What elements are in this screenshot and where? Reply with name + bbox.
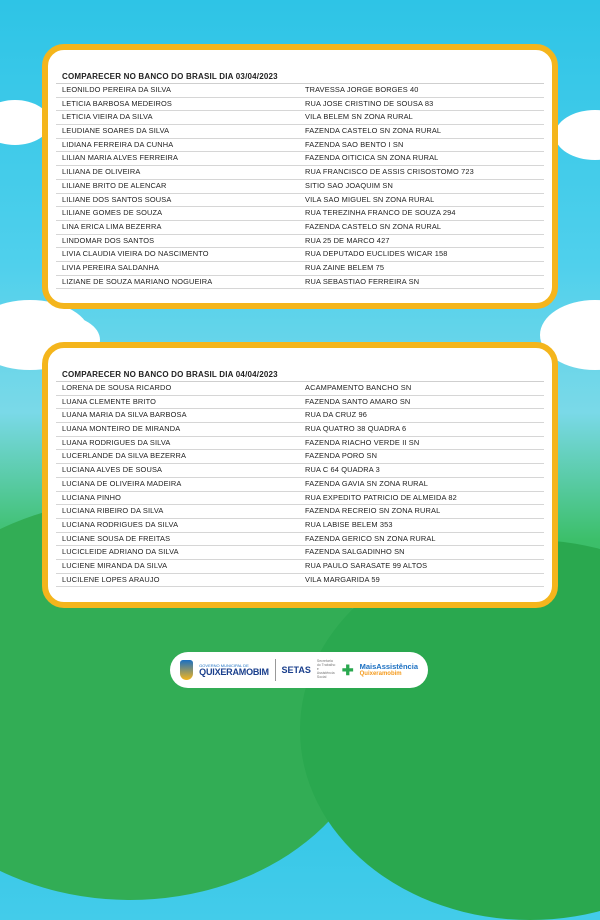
person-name: LUCICLEIDE ADRIANO DA SILVA	[62, 547, 179, 557]
person-name: LUANA CLEMENTE BRITO	[62, 396, 157, 406]
person-name: LETICIA VIEIRA DA SILVA	[62, 112, 153, 122]
list-row	[56, 560, 544, 574]
list-rows	[56, 382, 544, 587]
setas-subtitle: Secretaria do Trabalho e Assistência Social	[316, 659, 336, 679]
person-name: LINDOMAR DOS SANTOS	[62, 235, 155, 245]
person-address: RUA TEREZINHA FRANCO DE SOUZA 294	[305, 208, 456, 218]
list-row	[56, 166, 544, 180]
person-address: VILA BELEM SN ZONA RURAL	[305, 112, 413, 122]
person-name: LIVIA PEREIRA SALDANHA	[62, 262, 159, 272]
person-name: LILIANE DOS SANTOS SOUSA	[62, 194, 172, 204]
footer-logo-bar	[170, 652, 428, 688]
list-row	[56, 125, 544, 139]
person-name: LILIANE GOMES DE SOUZA	[62, 208, 163, 218]
person-address: RUA ZAINE BELEM 75	[305, 262, 385, 272]
person-address: FAZENDA SANTO AMARO SN	[305, 396, 411, 406]
person-name: LUANA MARIA DA SILVA BARBOSA	[62, 410, 187, 420]
person-address: TRAVESSA JORGE BORGES 40	[305, 85, 419, 94]
person-name: LETICIA BARBOSA MEDEIROS	[62, 98, 172, 108]
list-row	[56, 574, 544, 588]
person-name: LIVIA CLAUDIA VIEIRA DO NASCIMENTO	[62, 249, 209, 259]
person-name: LEONILDO PEREIRA DA SILVA	[62, 85, 172, 94]
person-address: FAZENDA GERICO SN ZONA RURAL	[305, 533, 436, 543]
person-name: LUCERLANDE DA SILVA BEZERRA	[62, 451, 187, 461]
divider	[275, 659, 276, 681]
city-logo-name: QUIXERAMOBIM	[199, 666, 269, 677]
person-name: LUCIANA DE OLIVEIRA MADEIRA	[62, 478, 182, 488]
list-row	[56, 492, 544, 506]
mais-assistencia-title: MaisAssistência	[359, 662, 418, 672]
person-address: FAZENDA SALGADINHO SN	[305, 547, 405, 557]
list-row	[56, 533, 544, 547]
person-address: FAZENDA CASTELO SN ZONA RURAL	[305, 126, 442, 136]
person-address: RUA DEPUTADO EUCLIDES WICAR 158	[305, 249, 448, 259]
person-name: LUCIANA RIBEIRO DA SILVA	[62, 506, 164, 516]
person-address: RUA PAULO SARASATE 99 ALTOS	[305, 560, 428, 570]
list-row	[56, 276, 544, 290]
person-address: RUA DA CRUZ 96	[305, 410, 368, 420]
person-name: LORENA DE SOUSA RICARDO	[62, 383, 172, 392]
person-name: LUANA MONTEIRO DE MIRANDA	[62, 424, 181, 434]
list-row	[56, 437, 544, 451]
list-row	[56, 180, 544, 194]
list-row	[56, 111, 544, 125]
list-row	[56, 450, 544, 464]
person-address: FAZENDA RECREIO SN ZONA RURAL	[305, 506, 441, 516]
city-crest-icon	[180, 660, 193, 680]
list-card-day2	[42, 342, 558, 608]
list-row	[56, 505, 544, 519]
setas-logo: SETAS	[281, 665, 311, 675]
person-address: ACAMPAMENTO BANCHO SN	[305, 383, 412, 392]
person-address: RUA 25 DE MARCO 427	[305, 235, 390, 245]
person-name: LUCIANA RODRIGUES DA SILVA	[62, 519, 179, 529]
person-address: RUA FRANCISCO DE ASSIS CRISOSTOMO 723	[305, 167, 474, 177]
list-row	[56, 235, 544, 249]
list-title: COMPARECER NO BANCO DO BRASIL DIA 03/04/2023	[56, 70, 544, 84]
person-name: LUCIANA PINHO	[62, 492, 122, 502]
plus-icon: ✚	[341, 662, 354, 678]
list-row	[56, 98, 544, 112]
person-name: LINA ERICA LIMA BEZERRA	[62, 221, 162, 231]
person-name: LILIAN MARIA ALVES FERREIRA	[62, 153, 179, 163]
list-row	[56, 248, 544, 262]
person-address: RUA JOSE CRISTINO DE SOUSA 83	[305, 98, 434, 108]
person-name: LUCILENE LOPES ARAUJO	[62, 574, 160, 584]
list-row	[56, 139, 544, 153]
list-row	[56, 423, 544, 437]
person-name: LILIANE BRITO DE ALENCAR	[62, 180, 167, 190]
person-address: FAZENDA RIACHO VERDE II SN	[305, 437, 420, 447]
mais-assistencia-logo	[360, 663, 418, 677]
person-address: FAZENDA CASTELO SN ZONA RURAL	[305, 221, 442, 231]
person-name: LIDIANA FERREIRA DA CUNHA	[62, 139, 174, 149]
list-row	[56, 464, 544, 478]
list-row	[56, 207, 544, 221]
list-rows	[56, 84, 544, 289]
person-address: RUA EXPEDITO PATRICIO DE ALMEIDA 82	[305, 492, 457, 502]
list-title: COMPARECER NO BANCO DO BRASIL DIA 04/04/2023	[56, 368, 544, 382]
person-address: RUA QUATRO 38 QUADRA 6	[305, 424, 407, 434]
list-row	[56, 194, 544, 208]
person-address: RUA C 64 QUADRA 3	[305, 465, 380, 475]
person-address: FAZENDA SAO BENTO I SN	[305, 139, 404, 149]
person-name: LILIANA DE OLIVEIRA	[62, 167, 141, 177]
list-row	[56, 409, 544, 423]
person-name: LIZIANE DE SOUZA MARIANO NOGUEIRA	[62, 276, 213, 286]
list-row	[56, 478, 544, 492]
person-address: RUA LABISE BELEM 353	[305, 519, 393, 529]
list-row	[56, 396, 544, 410]
list-row	[56, 84, 544, 98]
list-row	[56, 519, 544, 533]
person-address: VILA SAO MIGUEL SN ZONA RURAL	[305, 194, 435, 204]
list-card-day1	[42, 44, 558, 309]
person-address: FAZENDA PORO SN	[305, 451, 378, 461]
cloud-decoration	[555, 110, 600, 160]
list-row	[56, 382, 544, 396]
city-logo	[199, 664, 269, 677]
person-name: LEUDIANE SOARES DA SILVA	[62, 126, 170, 136]
list-row	[56, 546, 544, 560]
list-row	[56, 152, 544, 166]
person-name: LUCIENE MIRANDA DA SILVA	[62, 560, 168, 570]
person-name: LUCIANE SOUSA DE FREITAS	[62, 533, 171, 543]
person-name: LUCIANA ALVES DE SOUSA	[62, 465, 163, 475]
person-name: LUANA RODRIGUES DA SILVA	[62, 437, 171, 447]
person-address: RUA SEBASTIAO FERREIRA SN	[305, 276, 420, 286]
person-address: VILA MARGARIDA 59	[305, 574, 380, 584]
person-address: FAZENDA GAVIA SN ZONA RURAL	[305, 478, 429, 488]
city-logo-small: GOVERNO MUNICIPAL DE	[199, 662, 249, 668]
person-address: FAZENDA OITICICA SN ZONA RURAL	[305, 153, 439, 163]
mais-assistencia-sub: Quixeramobim	[359, 670, 402, 677]
list-row	[56, 221, 544, 235]
person-address: SITIO SAO JOAQUIM SN	[305, 180, 394, 190]
list-row	[56, 262, 544, 276]
